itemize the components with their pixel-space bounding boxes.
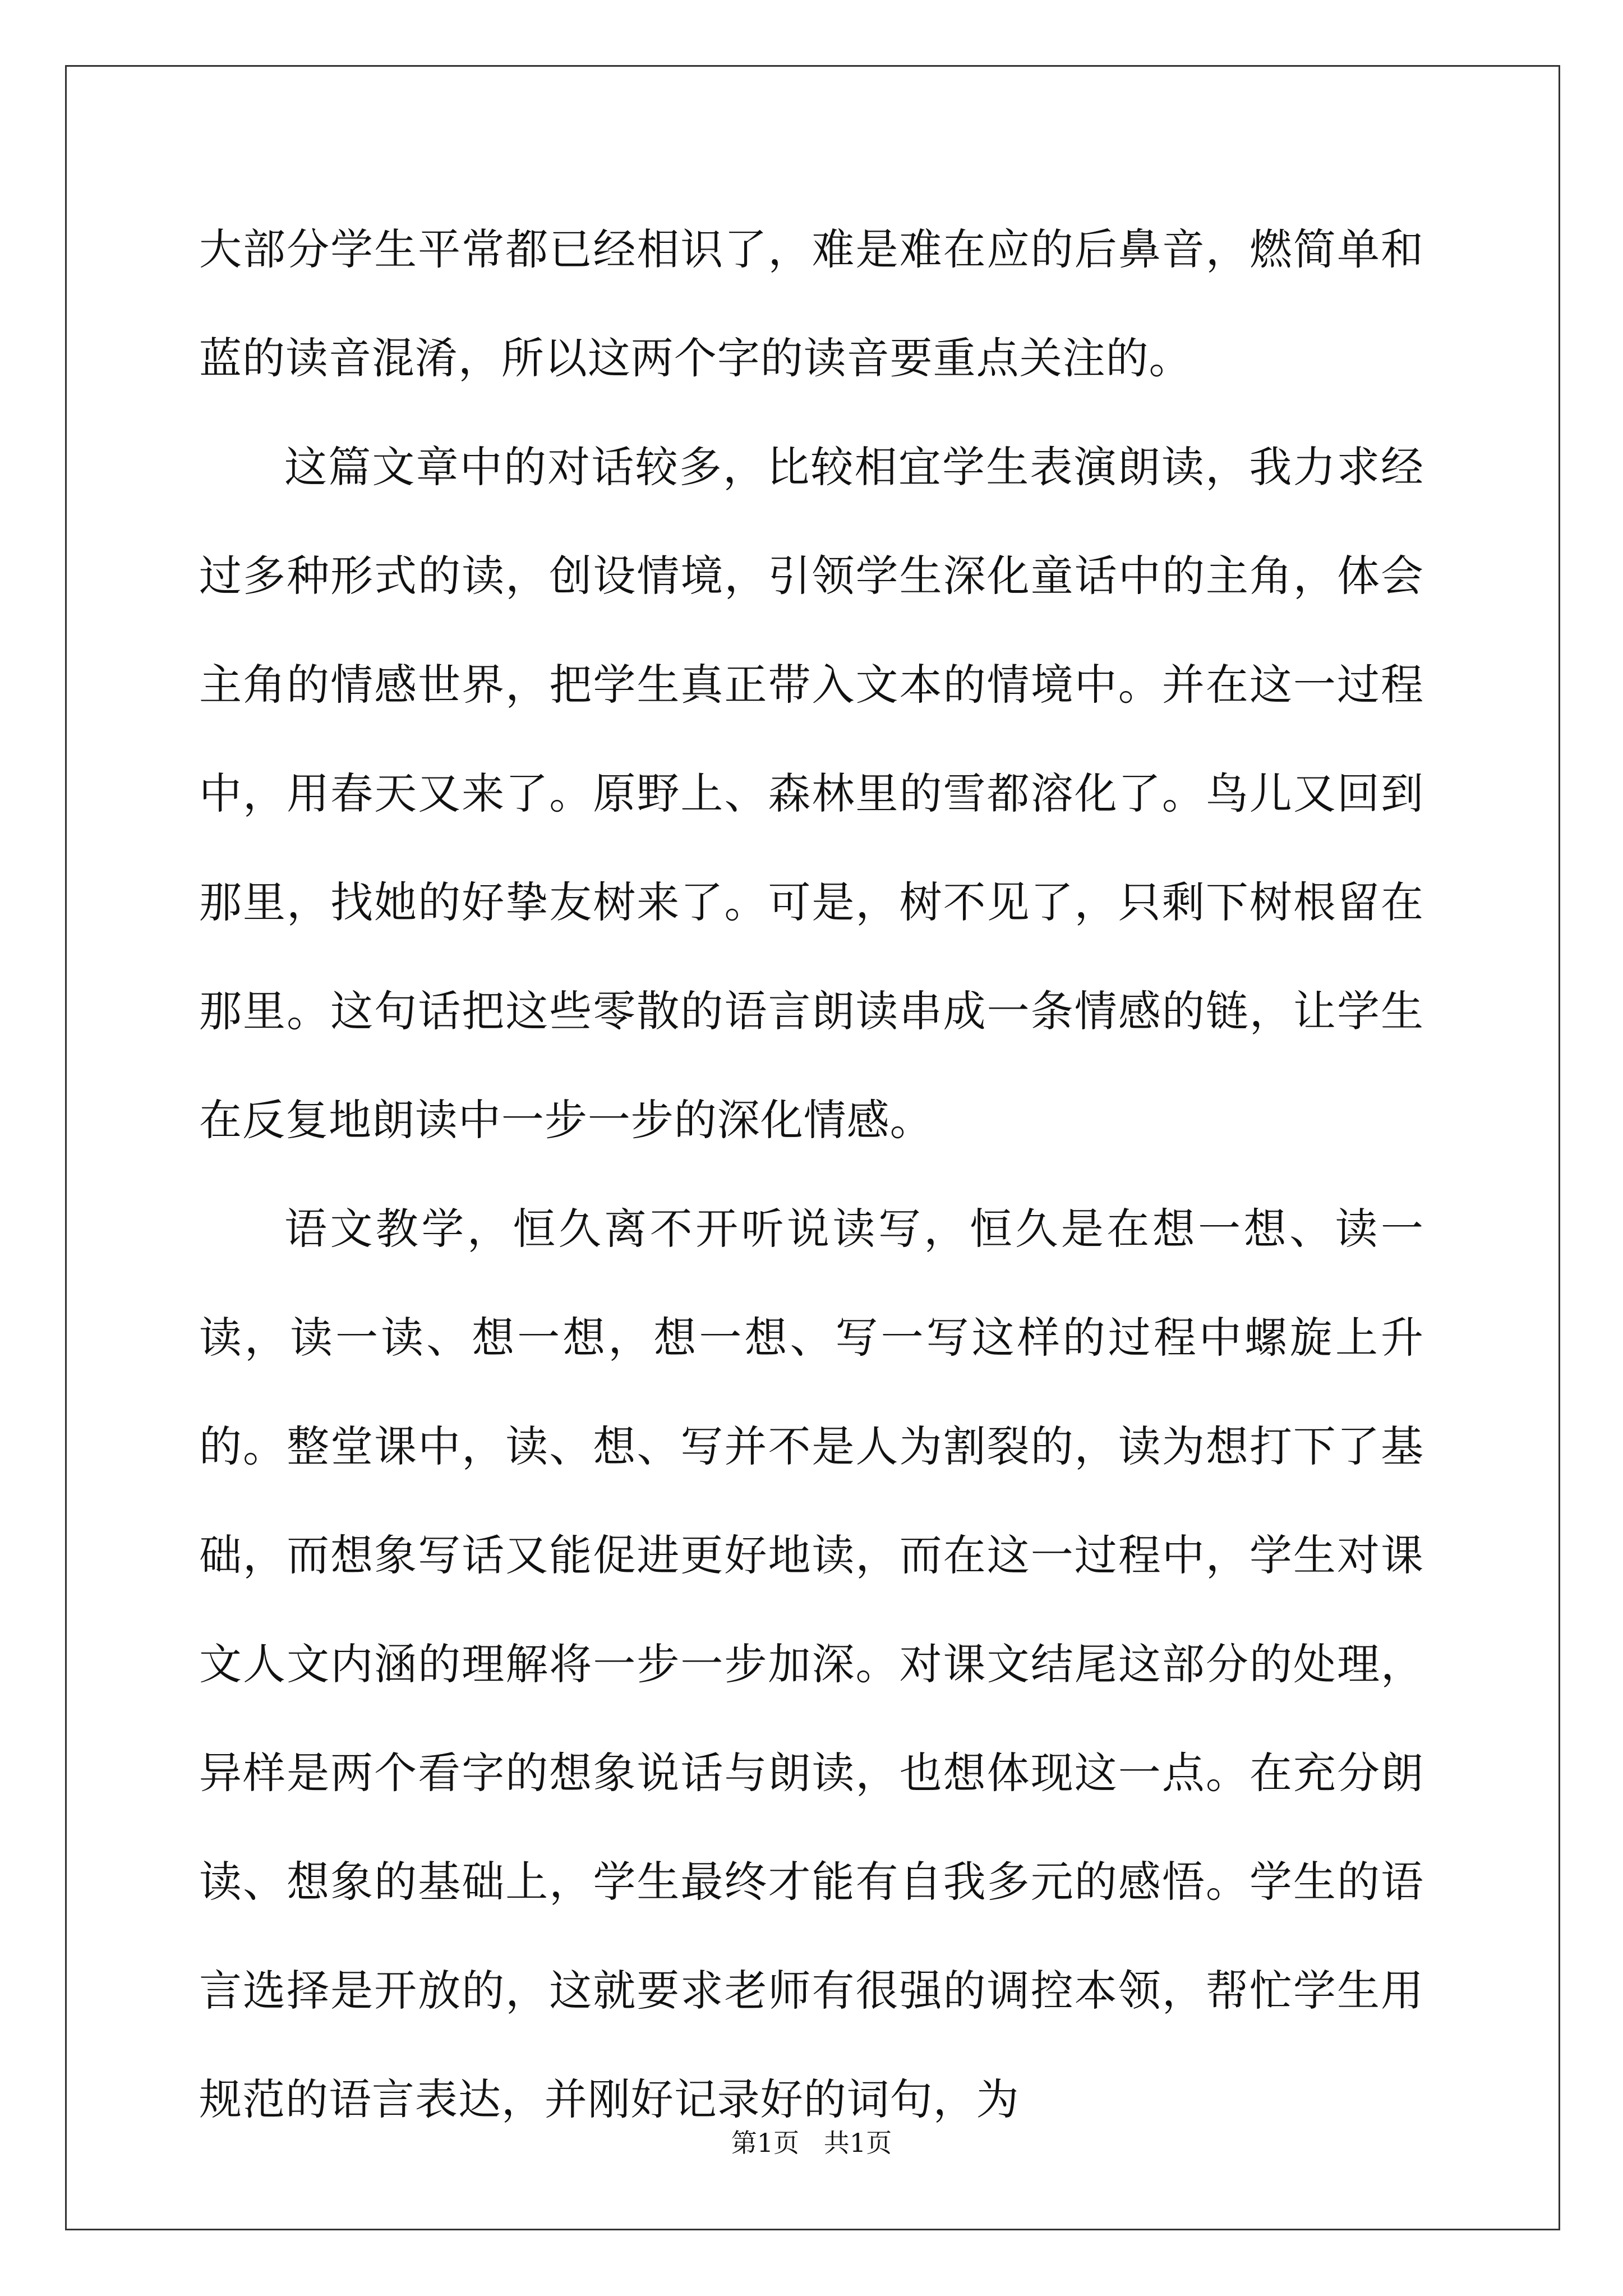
- paragraph-2: 这篇文章中的对话较多，比较相宜学生表演朗读，我力求经过多种形式的读，创设情境，引领学生深化童话中的主角，体会主角的情感世界，把学生真正带入文本的情境中。并在这一过程中，用春天又来了。原野上、森林里的雪都溶化了。鸟儿又回到那里，找她的好挚友树来了。可是，树不见了，只剩下树根留在那里。这句话把这些零散的语言朗读串成一条情感的链，让学生在反复地朗读中一步一步的深化情感。: [199, 442, 1424, 1145]
- document-body: [199, 195, 1424, 2154]
- page-footer: 第1页 共1页: [731, 2128, 892, 2158]
- paragraph-1: 大部分学生平常都已经相识了，难是难在应的后鼻音，燃简单和蓝的读音混淆，所以这两个字的读音要重点关注的。: [199, 224, 1424, 383]
- paragraph-3: 语文教学，恒久离不开听说读写，恒久是在想一想、读一读，读一读、想一想，想一想、写一写这样的过程中螺旋上升的。整堂课中，读、想、写并不是人为割裂的，读为想打下了基础，而想象写话又能促进更好地读，而在这一过程中，学生对课文人文内涵的理解将一步一步加深。对课文结尾这部分的处理，异样是两个看字的想象说话与朗读，也想体现这一点。在充分朗读、想象的基础上，学生最终才能有自我多元的感悟。学生的语言选择是开放的，这就要求老师有很强的调控本领，帮忙学生用规范的语言表达，并刚好记录好的词句，为: [199, 1204, 1424, 2124]
